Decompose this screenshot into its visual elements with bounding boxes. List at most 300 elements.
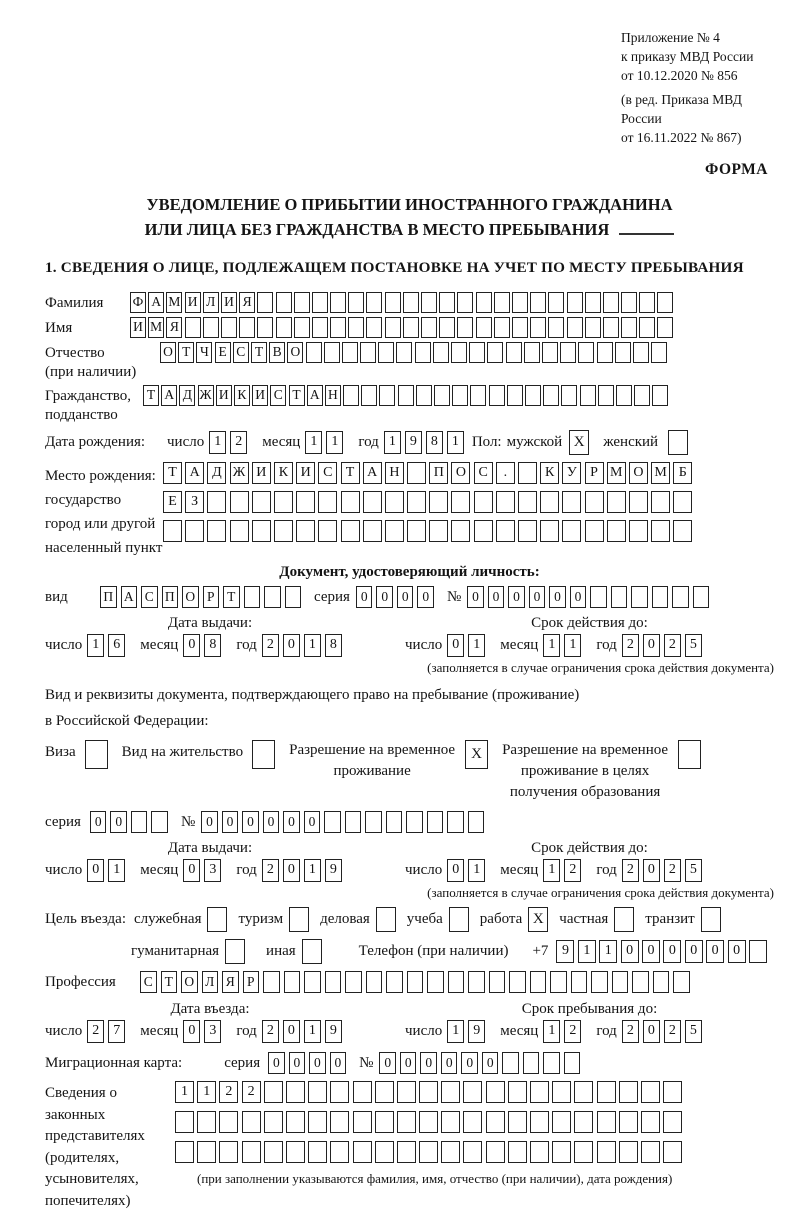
char-box[interactable] — [543, 1052, 560, 1074]
char-box[interactable]: 3 — [204, 1020, 221, 1043]
char-box[interactable] — [353, 1111, 372, 1133]
char-box[interactable]: 0 — [183, 634, 200, 657]
char-box[interactable] — [274, 520, 293, 542]
char-box[interactable]: Т — [163, 462, 182, 484]
char-box[interactable] — [403, 317, 419, 338]
char-box[interactable]: 2 — [242, 1081, 261, 1103]
char-box[interactable] — [457, 292, 473, 313]
char-box[interactable]: О — [287, 342, 303, 363]
char-box[interactable]: 5 — [685, 634, 702, 657]
char-box[interactable]: 0 — [570, 586, 587, 608]
char-box[interactable] — [489, 385, 505, 406]
char-box[interactable] — [451, 520, 470, 542]
char-box[interactable] — [641, 1111, 660, 1133]
char-box[interactable] — [486, 1111, 505, 1133]
char-box[interactable] — [673, 971, 690, 993]
char-box[interactable]: 0 — [643, 1020, 660, 1043]
char-box[interactable] — [468, 811, 485, 833]
char-box[interactable]: 0 — [309, 1052, 326, 1074]
char-box[interactable] — [603, 317, 619, 338]
char-box[interactable] — [131, 811, 148, 833]
char-box[interactable] — [386, 811, 403, 833]
char-box[interactable] — [330, 1081, 349, 1103]
char-box[interactable] — [653, 971, 670, 993]
char-box[interactable]: Т — [178, 342, 194, 363]
char-box[interactable] — [386, 971, 403, 993]
char-box[interactable]: 0 — [467, 586, 484, 608]
char-box[interactable]: Е — [215, 342, 231, 363]
char-box[interactable]: М — [607, 462, 626, 484]
char-box[interactable]: 5 — [685, 859, 702, 882]
char-box[interactable] — [286, 1081, 305, 1103]
char-box[interactable] — [463, 1141, 482, 1163]
char-box[interactable] — [615, 342, 631, 363]
char-box[interactable] — [633, 342, 649, 363]
char-box[interactable] — [242, 1141, 261, 1163]
char-box[interactable] — [230, 520, 249, 542]
private-checkbox[interactable] — [614, 907, 634, 932]
char-box[interactable] — [518, 462, 537, 484]
char-box[interactable] — [489, 971, 506, 993]
char-box[interactable]: 1 — [384, 431, 401, 454]
char-box[interactable] — [439, 292, 455, 313]
char-box[interactable] — [276, 317, 292, 338]
char-box[interactable] — [330, 1111, 349, 1133]
char-box[interactable] — [494, 317, 510, 338]
char-box[interactable] — [286, 1141, 305, 1163]
char-box[interactable]: 5 — [685, 1020, 702, 1043]
char-box[interactable] — [197, 1111, 216, 1133]
char-box[interactable] — [632, 971, 649, 993]
tourism-checkbox[interactable] — [289, 907, 309, 932]
char-box[interactable] — [486, 1141, 505, 1163]
official-checkbox[interactable] — [207, 907, 227, 932]
char-box[interactable] — [363, 491, 382, 513]
char-box[interactable] — [672, 586, 689, 608]
char-box[interactable]: И — [185, 292, 201, 313]
char-box[interactable] — [590, 586, 607, 608]
char-box[interactable] — [203, 317, 219, 338]
char-box[interactable]: 2 — [664, 1020, 681, 1043]
char-box[interactable] — [585, 317, 601, 338]
char-box[interactable] — [603, 292, 619, 313]
char-box[interactable] — [508, 1141, 527, 1163]
char-box[interactable] — [619, 1111, 638, 1133]
char-box[interactable] — [375, 1111, 394, 1133]
char-box[interactable]: И — [252, 462, 271, 484]
char-box[interactable] — [616, 385, 632, 406]
humanitarian-checkbox[interactable] — [225, 939, 245, 964]
char-box[interactable]: 1 — [578, 940, 596, 963]
char-box[interactable]: 0 — [529, 586, 546, 608]
char-box[interactable] — [651, 342, 667, 363]
char-box[interactable] — [518, 491, 537, 513]
char-box[interactable]: П — [100, 586, 117, 608]
char-box[interactable]: Т — [251, 342, 267, 363]
char-box[interactable]: Б — [673, 462, 692, 484]
char-box[interactable] — [163, 520, 182, 542]
char-box[interactable]: 0 — [643, 859, 660, 882]
char-box[interactable]: 1 — [468, 859, 485, 882]
char-box[interactable] — [468, 971, 485, 993]
char-box[interactable]: К — [234, 385, 250, 406]
char-box[interactable]: 2 — [262, 634, 279, 657]
char-box[interactable] — [452, 385, 468, 406]
char-box[interactable]: 0 — [706, 940, 724, 963]
char-box[interactable]: 9 — [325, 1020, 342, 1043]
char-box[interactable] — [312, 292, 328, 313]
char-box[interactable]: Т — [161, 971, 178, 993]
business-checkbox[interactable] — [376, 907, 396, 932]
char-box[interactable] — [263, 971, 280, 993]
char-box[interactable] — [530, 1111, 549, 1133]
temp-permit-checkbox[interactable]: X — [465, 740, 488, 769]
char-box[interactable]: 1 — [599, 940, 617, 963]
char-box[interactable]: 0 — [482, 1052, 499, 1074]
char-box[interactable]: 1 — [304, 1020, 321, 1043]
char-box[interactable] — [366, 317, 382, 338]
char-box[interactable] — [264, 586, 281, 608]
char-box[interactable]: 0 — [417, 586, 434, 608]
char-box[interactable]: О — [160, 342, 176, 363]
char-box[interactable] — [353, 1141, 372, 1163]
char-box[interactable]: 0 — [488, 586, 505, 608]
char-box[interactable] — [175, 1141, 194, 1163]
char-box[interactable]: Р — [203, 586, 220, 608]
char-box[interactable]: 0 — [87, 859, 104, 882]
char-box[interactable] — [385, 491, 404, 513]
char-box[interactable]: 0 — [283, 634, 300, 657]
char-box[interactable] — [530, 292, 546, 313]
char-box[interactable] — [398, 385, 414, 406]
char-box[interactable] — [457, 317, 473, 338]
char-box[interactable] — [567, 317, 583, 338]
char-box[interactable]: 1 — [304, 859, 321, 882]
char-box[interactable] — [185, 520, 204, 542]
char-box[interactable] — [629, 520, 648, 542]
char-box[interactable] — [509, 971, 526, 993]
char-box[interactable] — [427, 971, 444, 993]
char-box[interactable] — [286, 1111, 305, 1133]
char-box[interactable]: 0 — [420, 1052, 437, 1074]
char-box[interactable] — [419, 1141, 438, 1163]
char-box[interactable] — [487, 342, 503, 363]
char-box[interactable] — [175, 1111, 194, 1133]
char-box[interactable]: 0 — [685, 940, 703, 963]
char-box[interactable] — [673, 520, 692, 542]
char-box[interactable] — [294, 317, 310, 338]
char-box[interactable] — [629, 491, 648, 513]
char-box[interactable]: 2 — [219, 1081, 238, 1103]
char-box[interactable] — [296, 520, 315, 542]
char-box[interactable] — [597, 1111, 616, 1133]
char-box[interactable] — [308, 1111, 327, 1133]
char-box[interactable] — [550, 971, 567, 993]
char-box[interactable] — [348, 317, 364, 338]
char-box[interactable]: 0 — [643, 634, 660, 657]
char-box[interactable] — [512, 292, 528, 313]
char-box[interactable]: Р — [243, 971, 260, 993]
char-box[interactable]: 0 — [283, 1020, 300, 1043]
char-box[interactable]: 0 — [356, 586, 373, 608]
char-box[interactable]: Т — [341, 462, 360, 484]
char-box[interactable] — [567, 292, 583, 313]
char-box[interactable]: З — [185, 491, 204, 513]
char-box[interactable] — [406, 811, 423, 833]
char-box[interactable] — [276, 292, 292, 313]
char-box[interactable] — [330, 292, 346, 313]
char-box[interactable] — [264, 1111, 283, 1133]
char-box[interactable] — [385, 317, 401, 338]
char-box[interactable] — [552, 1081, 571, 1103]
char-box[interactable]: 0 — [183, 859, 200, 882]
char-box[interactable] — [341, 491, 360, 513]
char-box[interactable] — [360, 342, 376, 363]
char-box[interactable] — [451, 491, 470, 513]
char-box[interactable] — [611, 586, 628, 608]
char-box[interactable] — [448, 971, 465, 993]
char-box[interactable] — [407, 971, 424, 993]
char-box[interactable] — [403, 292, 419, 313]
char-box[interactable]: 0 — [447, 634, 464, 657]
char-box[interactable] — [574, 1111, 593, 1133]
char-box[interactable] — [264, 1081, 283, 1103]
char-box[interactable] — [221, 317, 237, 338]
char-box[interactable] — [496, 491, 515, 513]
char-box[interactable]: 0 — [508, 586, 525, 608]
char-box[interactable] — [365, 811, 382, 833]
char-box[interactable] — [524, 342, 540, 363]
char-box[interactable] — [663, 1111, 682, 1133]
char-box[interactable]: 0 — [304, 811, 321, 833]
char-box[interactable]: 0 — [183, 1020, 200, 1043]
char-box[interactable] — [419, 1111, 438, 1133]
char-box[interactable] — [304, 971, 321, 993]
char-box[interactable]: В — [269, 342, 285, 363]
char-box[interactable] — [597, 1141, 616, 1163]
char-box[interactable]: 0 — [663, 940, 681, 963]
char-box[interactable] — [252, 491, 271, 513]
char-box[interactable] — [619, 1081, 638, 1103]
char-box[interactable]: Н — [325, 385, 341, 406]
char-box[interactable] — [663, 1081, 682, 1103]
char-box[interactable] — [324, 342, 340, 363]
char-box[interactable]: 1 — [543, 859, 560, 882]
char-box[interactable]: А — [363, 462, 382, 484]
char-box[interactable] — [612, 971, 629, 993]
char-box[interactable]: 1 — [326, 431, 343, 454]
char-box[interactable]: О — [451, 462, 470, 484]
char-box[interactable] — [416, 385, 432, 406]
char-box[interactable] — [652, 586, 669, 608]
char-box[interactable]: 0 — [400, 1052, 417, 1074]
char-box[interactable] — [441, 1111, 460, 1133]
char-box[interactable]: 2 — [564, 859, 581, 882]
char-box[interactable] — [441, 1081, 460, 1103]
char-box[interactable] — [673, 491, 692, 513]
char-box[interactable]: М — [148, 317, 164, 338]
char-box[interactable]: 0 — [222, 811, 239, 833]
char-box[interactable]: А — [121, 586, 138, 608]
char-box[interactable] — [621, 317, 637, 338]
char-box[interactable] — [348, 292, 364, 313]
char-box[interactable]: 1 — [543, 634, 560, 657]
char-box[interactable] — [345, 971, 362, 993]
char-box[interactable] — [585, 292, 601, 313]
char-box[interactable]: О — [182, 586, 199, 608]
char-box[interactable] — [506, 342, 522, 363]
char-box[interactable]: А — [185, 462, 204, 484]
char-box[interactable] — [607, 491, 626, 513]
char-box[interactable] — [560, 342, 576, 363]
char-box[interactable]: 1 — [468, 634, 485, 657]
char-box[interactable] — [252, 520, 271, 542]
char-box[interactable] — [257, 317, 273, 338]
char-box[interactable] — [585, 491, 604, 513]
char-box[interactable] — [663, 1141, 682, 1163]
char-box[interactable] — [397, 1111, 416, 1133]
char-box[interactable] — [512, 317, 528, 338]
char-box[interactable] — [219, 1141, 238, 1163]
char-box[interactable]: 0 — [379, 1052, 396, 1074]
char-box[interactable]: Ч — [196, 342, 212, 363]
char-box[interactable] — [427, 811, 444, 833]
char-box[interactable]: Д — [179, 385, 195, 406]
char-box[interactable]: 1 — [305, 431, 322, 454]
char-box[interactable]: 0 — [268, 1052, 285, 1074]
char-box[interactable] — [285, 586, 302, 608]
char-box[interactable] — [651, 491, 670, 513]
char-box[interactable] — [476, 292, 492, 313]
char-box[interactable] — [244, 586, 261, 608]
char-box[interactable] — [621, 292, 637, 313]
char-box[interactable] — [574, 1081, 593, 1103]
char-box[interactable] — [494, 292, 510, 313]
char-box[interactable] — [548, 292, 564, 313]
char-box[interactable] — [151, 811, 168, 833]
char-box[interactable] — [407, 491, 426, 513]
char-box[interactable] — [451, 342, 467, 363]
char-box[interactable] — [385, 520, 404, 542]
char-box[interactable] — [634, 385, 650, 406]
char-box[interactable]: 0 — [728, 940, 746, 963]
char-box[interactable] — [507, 385, 523, 406]
char-box[interactable] — [433, 342, 449, 363]
char-box[interactable]: Ж — [198, 385, 214, 406]
char-box[interactable] — [308, 1141, 327, 1163]
char-box[interactable] — [308, 1081, 327, 1103]
char-box[interactable] — [639, 317, 655, 338]
char-box[interactable] — [463, 1111, 482, 1133]
char-box[interactable] — [652, 385, 668, 406]
char-box[interactable] — [580, 385, 596, 406]
char-box[interactable] — [342, 342, 358, 363]
char-box[interactable]: С — [233, 342, 249, 363]
char-box[interactable]: С — [140, 971, 157, 993]
char-box[interactable] — [597, 1081, 616, 1103]
char-box[interactable]: Р — [585, 462, 604, 484]
char-box[interactable]: К — [274, 462, 293, 484]
char-box[interactable]: 2 — [622, 1020, 639, 1043]
char-box[interactable] — [693, 586, 710, 608]
char-box[interactable]: 7 — [108, 1020, 125, 1043]
char-box[interactable]: И — [130, 317, 146, 338]
char-box[interactable] — [530, 1141, 549, 1163]
char-box[interactable] — [294, 292, 310, 313]
char-box[interactable] — [496, 520, 515, 542]
char-box[interactable] — [421, 317, 437, 338]
char-box[interactable] — [324, 811, 341, 833]
char-box[interactable]: 0 — [621, 940, 639, 963]
char-box[interactable] — [330, 1141, 349, 1163]
char-box[interactable] — [470, 385, 486, 406]
char-box[interactable] — [230, 491, 249, 513]
char-box[interactable]: С — [318, 462, 337, 484]
char-box[interactable]: 0 — [263, 811, 280, 833]
char-box[interactable] — [540, 491, 559, 513]
char-box[interactable]: 0 — [642, 940, 660, 963]
char-box[interactable] — [552, 1141, 571, 1163]
char-box[interactable]: Т — [289, 385, 305, 406]
char-box[interactable] — [397, 1141, 416, 1163]
char-box[interactable] — [571, 971, 588, 993]
char-box[interactable] — [345, 811, 362, 833]
char-box[interactable] — [397, 1081, 416, 1103]
char-box[interactable]: Я — [239, 292, 255, 313]
char-box[interactable]: 1 — [108, 859, 125, 882]
char-box[interactable] — [651, 520, 670, 542]
char-box[interactable] — [508, 1111, 527, 1133]
char-box[interactable]: 1 — [175, 1081, 194, 1103]
char-box[interactable]: Е — [163, 491, 182, 513]
char-box[interactable]: Л — [202, 971, 219, 993]
char-box[interactable] — [318, 520, 337, 542]
char-box[interactable]: 0 — [447, 859, 464, 882]
char-box[interactable] — [548, 317, 564, 338]
char-box[interactable] — [749, 940, 767, 963]
char-box[interactable] — [429, 491, 448, 513]
char-box[interactable]: 1 — [197, 1081, 216, 1103]
char-box[interactable] — [366, 971, 383, 993]
char-box[interactable]: 0 — [242, 811, 259, 833]
char-box[interactable] — [657, 317, 673, 338]
char-box[interactable] — [284, 971, 301, 993]
char-box[interactable] — [447, 811, 464, 833]
char-box[interactable]: 2 — [664, 634, 681, 657]
char-box[interactable] — [607, 520, 626, 542]
char-box[interactable] — [207, 520, 226, 542]
char-box[interactable]: 3 — [204, 859, 221, 882]
char-box[interactable]: 0 — [283, 811, 300, 833]
char-box[interactable]: 2 — [622, 859, 639, 882]
char-box[interactable]: 0 — [330, 1052, 347, 1074]
char-box[interactable]: 0 — [397, 586, 414, 608]
char-box[interactable] — [274, 491, 293, 513]
char-box[interactable] — [341, 520, 360, 542]
work-checkbox[interactable]: X — [528, 907, 548, 932]
char-box[interactable] — [474, 520, 493, 542]
char-box[interactable] — [257, 292, 273, 313]
char-box[interactable] — [407, 462, 426, 484]
char-box[interactable] — [242, 1111, 261, 1133]
char-box[interactable] — [639, 292, 655, 313]
char-box[interactable]: Т — [143, 385, 159, 406]
char-box[interactable] — [219, 1111, 238, 1133]
char-box[interactable] — [476, 317, 492, 338]
char-box[interactable] — [366, 292, 382, 313]
visa-checkbox[interactable] — [85, 740, 108, 769]
char-box[interactable]: 1 — [87, 634, 104, 657]
